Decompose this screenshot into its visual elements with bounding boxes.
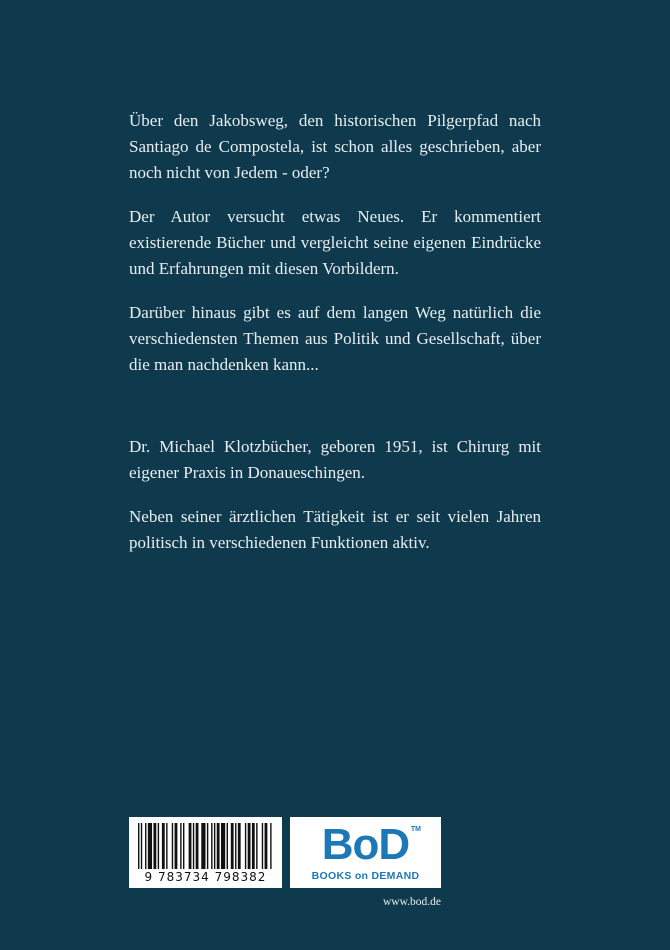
barcode-bar	[183, 823, 184, 869]
blurb-paragraph-3: Darüber hinaus gibt es auf dem langen Weg natürlich die verschiedensten Themen aus Politik und Gesellschaft, über die man nachdenken kann...	[129, 303, 541, 374]
barcode-bar	[238, 823, 241, 869]
barcode-bar	[148, 823, 152, 869]
barcode-bar	[162, 823, 165, 869]
barcode-bar	[201, 823, 205, 869]
barcode-bar	[221, 823, 225, 869]
barcode-bar	[193, 823, 194, 869]
bio-paragraph-1: Dr. Michael Klotzbücher, geboren 1951, ist Chirurg mit eigener Praxis in Donaueschingen.	[129, 437, 541, 482]
barcode-bar	[248, 823, 251, 869]
blurb-paragraph-2: Der Autor versucht etwas Neues. Er kommentiert existierende Bücher und vergleicht seine eigenen Eindrücke und Erfahrungen mit diesen Vorbildern.	[129, 207, 541, 278]
barcode-bar	[270, 823, 271, 869]
barcode-bar	[175, 823, 178, 869]
author-bio	[129, 434, 541, 556]
barcode-bar	[153, 823, 156, 869]
blurb-paragraph-1: Über den Jakobsweg, den historischen Pilgerpfad nach Santiago de Compostela, ist schon alles geschrieben, aber noch nicht von Jedem - oder?	[129, 111, 541, 182]
barcode-bar	[256, 823, 257, 869]
barcode-bars	[138, 823, 273, 869]
barcode-bar	[211, 823, 212, 869]
blurb-text	[129, 108, 541, 378]
barcode-digits: 9 783734 798382	[144, 870, 267, 884]
publisher-website: www.bod.de	[382, 896, 441, 908]
barcode-bar	[265, 823, 268, 869]
publisher-logo	[290, 817, 441, 888]
barcode-bar	[207, 823, 208, 869]
barcode-bar	[196, 823, 199, 869]
barcode-bar	[166, 823, 167, 869]
bod-wordmark: BoD	[321, 820, 410, 869]
barcode-bar	[189, 823, 192, 869]
barcode-bar	[214, 823, 215, 869]
barcode-bar	[145, 823, 146, 869]
barcode-bar	[217, 823, 220, 869]
barcode-bar	[180, 823, 181, 869]
trademark-mark: TM	[410, 826, 421, 833]
publisher-tagline: BOOKS on DEMAND	[311, 870, 420, 882]
barcode-bar	[138, 823, 139, 869]
barcode-bar	[231, 823, 234, 869]
barcode-bar	[245, 823, 246, 869]
barcode-bar	[227, 823, 228, 869]
barcode-bar	[172, 823, 173, 869]
barcode-bar	[141, 823, 142, 869]
bio-paragraph-2: Neben seiner ärztlichen Tätigkeit ist er seit vielen Jahren politisch in verschiedenen Funktionen aktiv.	[129, 507, 541, 552]
barcode-bar	[252, 823, 255, 869]
isbn-barcode	[129, 817, 282, 888]
barcode-bar	[262, 823, 263, 869]
barcode-bar	[158, 823, 159, 869]
barcode-bar	[235, 823, 236, 869]
